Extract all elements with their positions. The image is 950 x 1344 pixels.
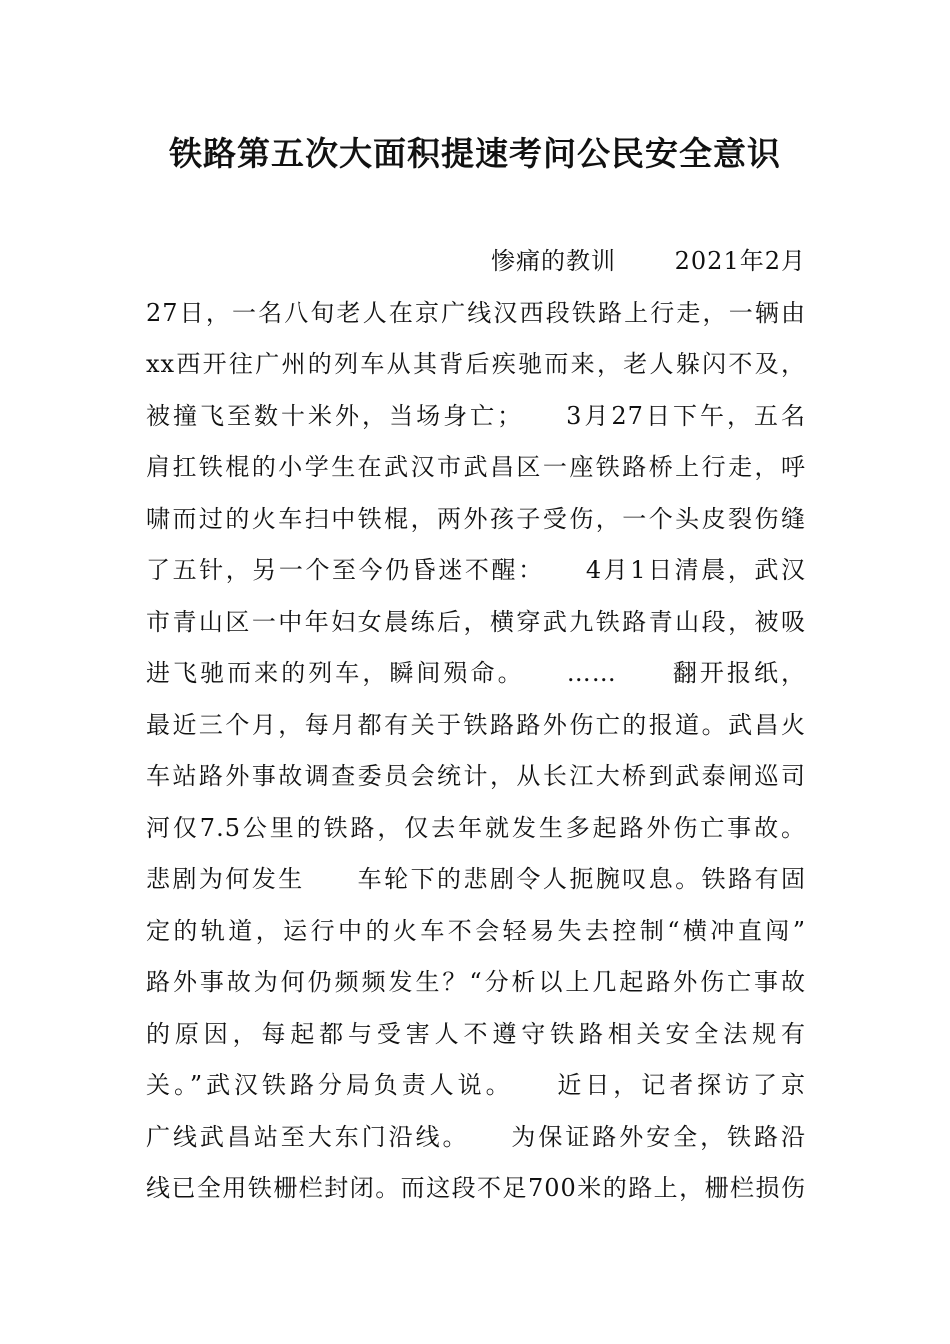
body-line: xx西开往广州的列车从其背后疾驰而来，老人躲闪不及， xyxy=(146,350,806,378)
body-line: 了五针，另一个至今仍昏迷不醒： 4月1日清晨，武汉 xyxy=(146,556,806,584)
body-line: 关。”武汉铁路分局负责人说。 近日，记者探访了京 xyxy=(146,1071,806,1099)
document-body xyxy=(146,236,806,1215)
body-line: 被撞飞至数十米外，当场身亡； 3月27日下午，五名 xyxy=(146,401,806,430)
body-line: 啸而过的火车扫中铁棍，两外孩子受伤，一个头皮裂伤缝 xyxy=(146,504,806,533)
body-line: 最近三个月，每月都有关于铁路路外伤亡的报道。武昌火 xyxy=(146,710,806,739)
body-line: 肩扛铁棍的小学生在武汉市武昌区一座铁路桥上行走，呼 xyxy=(146,453,806,481)
document-title: 铁路第五次大面积提速考问公民安全意识 xyxy=(169,134,781,173)
body-line: 市青山区一中年妇女晨练后，横穿武九铁路青山段，被吸 xyxy=(146,607,806,636)
body-line: 的原因，每起都与受害人不遵守铁路相关安全法规有 xyxy=(146,1019,806,1048)
body-line: 惨痛的教训 2021年2月 xyxy=(491,247,806,275)
body-line: 线已全用铁栅栏封闭。而这段不足700米的路上，栅栏损伤 xyxy=(146,1174,806,1202)
body-line: 进飞驰而来的列车，瞬间殒命。 …… 翻开报纸， xyxy=(146,659,806,687)
body-line: 广线武昌站至大东门沿线。 为保证路外安全，铁路沿 xyxy=(146,1122,806,1151)
body-line: 定的轨道，运行中的火车不会轻易失去控制“横冲直闯” xyxy=(146,916,806,945)
body-line: 27日，一名八旬老人在京广线汉西段铁路上行走，一辆由 xyxy=(146,298,806,327)
body-line: 路外事故为何仍频频发生？“分析以上几起路外伤亡事故 xyxy=(146,968,806,996)
body-line: 悲剧为何发生 车轮下的悲剧令人扼腕叹息。铁路有固 xyxy=(146,865,806,893)
body-line: 车站路外事故调查委员会统计，从长江大桥到武泰闸巡司 xyxy=(146,762,806,790)
body-line: 河仅7.5公里的铁路，仅去年就发生多起路外伤亡事故。 xyxy=(146,813,806,842)
